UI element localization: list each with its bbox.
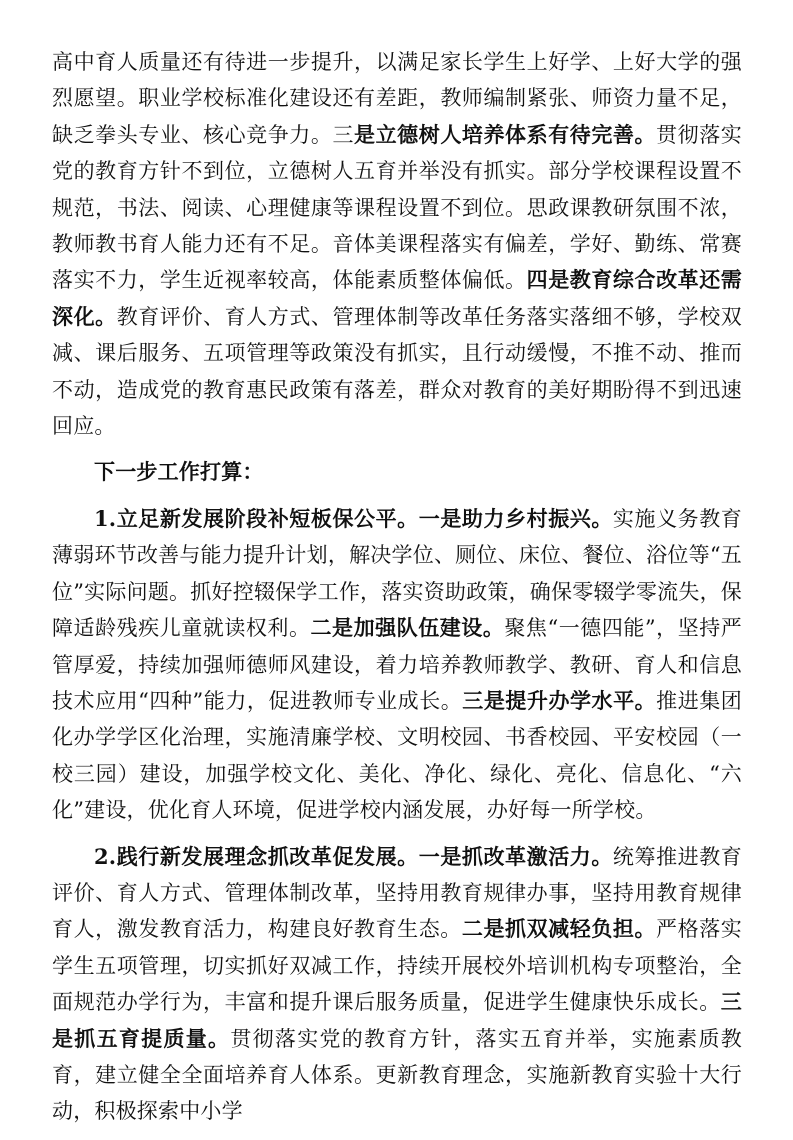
text-segment: 统筹推进教育评价、育人方式、管理体制改革，坚持用教育规律办事，坚持用教育规律育人，激发教育活力，构建良好教育生态。 [52, 844, 742, 942]
paragraph-problems-continued [52, 44, 742, 444]
bold-heading-segment: 三是抓五育提质量。 [52, 989, 742, 1051]
bold-heading-segment: 1.立足新发展阶段补短板保公平。一是助力乡村振兴。 [94, 505, 613, 531]
document-body [52, 44, 742, 1140]
text-segment: 严格落实学生五项管理，切实抓好双减工作，持续开展校外培训机构专项整治，全面规范办学行为，丰富和提升课后服务质量，促进学生健康快乐成长。 [52, 917, 742, 1015]
bold-heading-segment: 二是抓双减轻负担。 [461, 916, 657, 942]
bold-heading-segment: 四是教育综合改革还需深化。 [52, 267, 743, 329]
bold-heading-segment: 二是加强队伍建设。 [310, 615, 505, 641]
paragraph-item-1 [52, 501, 742, 829]
section-heading-next-steps [52, 454, 742, 490]
text-segment: 贯彻落实党的教育方针，落实五育并举，实施素质教育，建立健全全面培养育人体系。更新教育理念，实施新教育实验十大行动，积极探索中小学 [52, 1026, 742, 1124]
text-segment: 聚焦“一德四能”，坚持严管厚爱，持续加强师德师风建设，着力培养教师教学、教研、育人和信息技术应用“四种”能力，促进教师专业成长。 [52, 616, 742, 713]
text-segment: 教育评价、育人方式、管理体制等改革任务落实落细不够，学校双减、课后服务、五项管理等政策没有抓实，且行动缓慢，不推不动、推而不动，造成党的教育惠民政策有落差，群众对教育的美好期盼得不到迅速回应。 [52, 304, 742, 439]
paragraph-item-2 [52, 839, 742, 1130]
bold-heading-segment: 2.践行新发展理念抓改革促发展。一是抓改革激活力。 [94, 843, 613, 869]
heading-text: 下一步工作打算： [94, 459, 264, 485]
text-segment: 实施义务教育薄弱环节改善与能力提升计划，解决学位、厕位、床位、餐位、浴位等“五位”实际问题。抓好控辍保学工作，落实资助政策，确保零辍学零流失，保障适龄残疾儿童就读权利。 [52, 506, 742, 641]
text-segment: 推进集团化办学学区化治理，实施清廉学校、文明校园、书香校园、平安校园（一校三园）建设，加强学校文化、美化、净化、绿化、亮化、信息化、“六化”建设，优化育人环境，促进学校内涵发展，办好每一所学校。 [52, 688, 742, 823]
text-segment: 贯彻落实党的教育方针不到位，立德树人五育并举没有抓实。部分学校课程设置不规范，书法、阅读、心理健康等课程设置不到位。思政课教研氛围不浓，教师教书育人能力还有不足。音体美课程落实有偏差，学好、勤练、常赛落实不力，学生近视率较高，体能素质整体偏低。 [52, 122, 742, 293]
text-segment: 高中育人质量还有待进一步提升，以满足家长学生上好学、上好大学的强烈愿望。职业学校标准化建设还有差距，教师编制紧张、师资力量不足，缺乏拳头专业、核心竞争力。三 [52, 50, 742, 147]
bold-heading-segment: 三是提升办学水平。 [462, 687, 657, 713]
bold-heading-segment: 是立德树人培养体系有待完善。 [354, 121, 657, 147]
